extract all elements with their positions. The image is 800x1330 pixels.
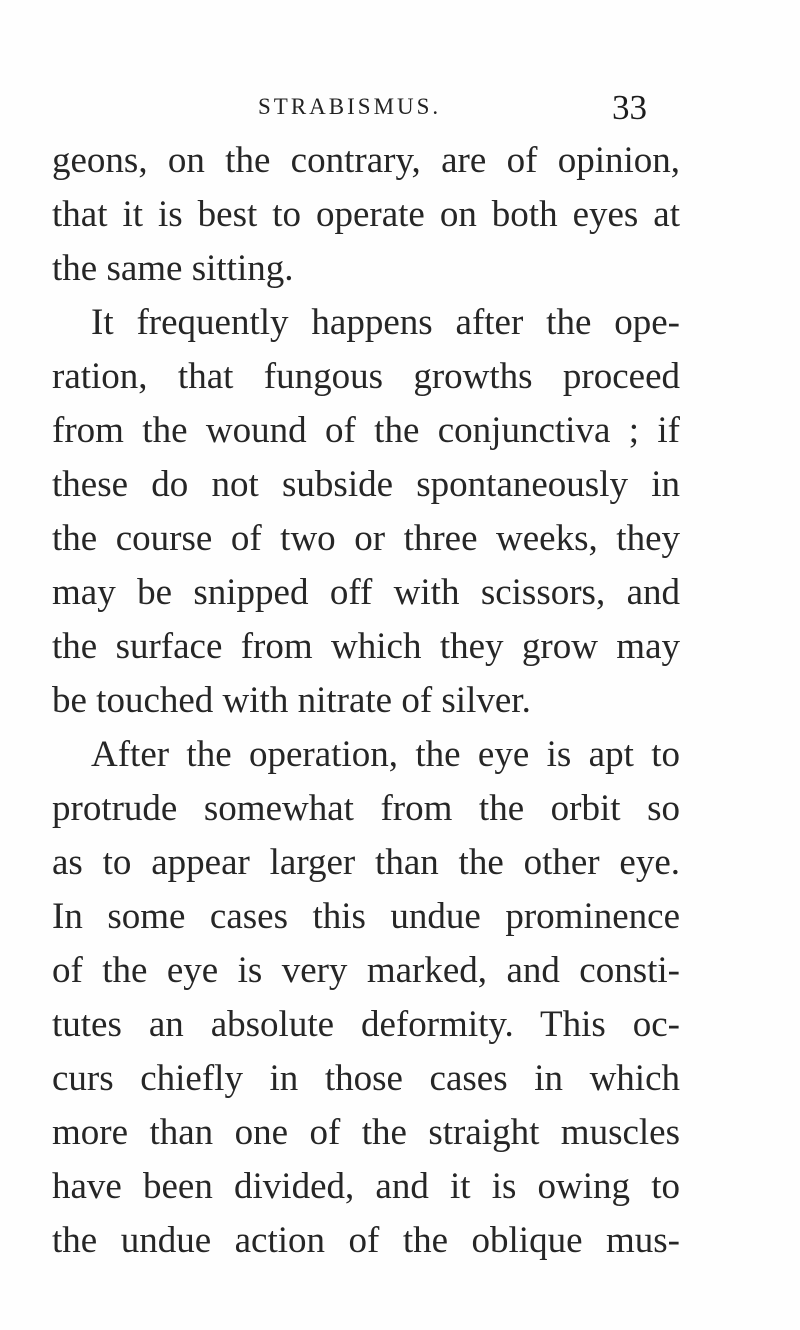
text-line: ration, that fungous growths proceed <box>52 356 680 397</box>
text-line: these do not subside spontaneously in <box>52 464 680 505</box>
paragraph-first-line: It frequently happens after the ope- <box>91 302 680 343</box>
text-line: tutes an absolute deformity. This oc- <box>52 1004 680 1045</box>
text-line: the surface from which they grow may <box>52 626 680 667</box>
text-line: have been divided, and it is owing to <box>52 1166 680 1207</box>
page-number: 33 <box>612 88 647 127</box>
text-line: the course of two or three weeks, they <box>52 518 680 559</box>
page-header <box>0 88 800 128</box>
text-line: curs chiefly in those cases in which <box>52 1058 680 1099</box>
text-line: as to appear larger than the other eye. <box>52 842 680 883</box>
text-line: more than one of the straight muscles <box>52 1112 680 1153</box>
text-line: of the eye is very marked, and consti- <box>52 950 680 991</box>
text-line: that it is best to operate on both eyes at <box>52 194 680 235</box>
text-line: the undue action of the oblique mus- <box>52 1220 680 1261</box>
text-line: protrude somewhat from the orbit so <box>52 788 680 829</box>
text-line: may be snipped off with scissors, and <box>52 572 680 613</box>
text-line: geons, on the contrary, are of opinion, <box>52 140 680 181</box>
paragraph-first-line: After the operation, the eye is apt to <box>91 734 680 775</box>
text-line: be touched with nitrate of silver. <box>52 680 531 721</box>
running-title: STRABISMUS. <box>258 94 442 119</box>
text-line: the same sitting. <box>52 248 294 289</box>
text-line: In some cases this undue prominence <box>52 896 680 937</box>
text-line: from the wound of the conjunctiva ; if <box>52 410 680 451</box>
